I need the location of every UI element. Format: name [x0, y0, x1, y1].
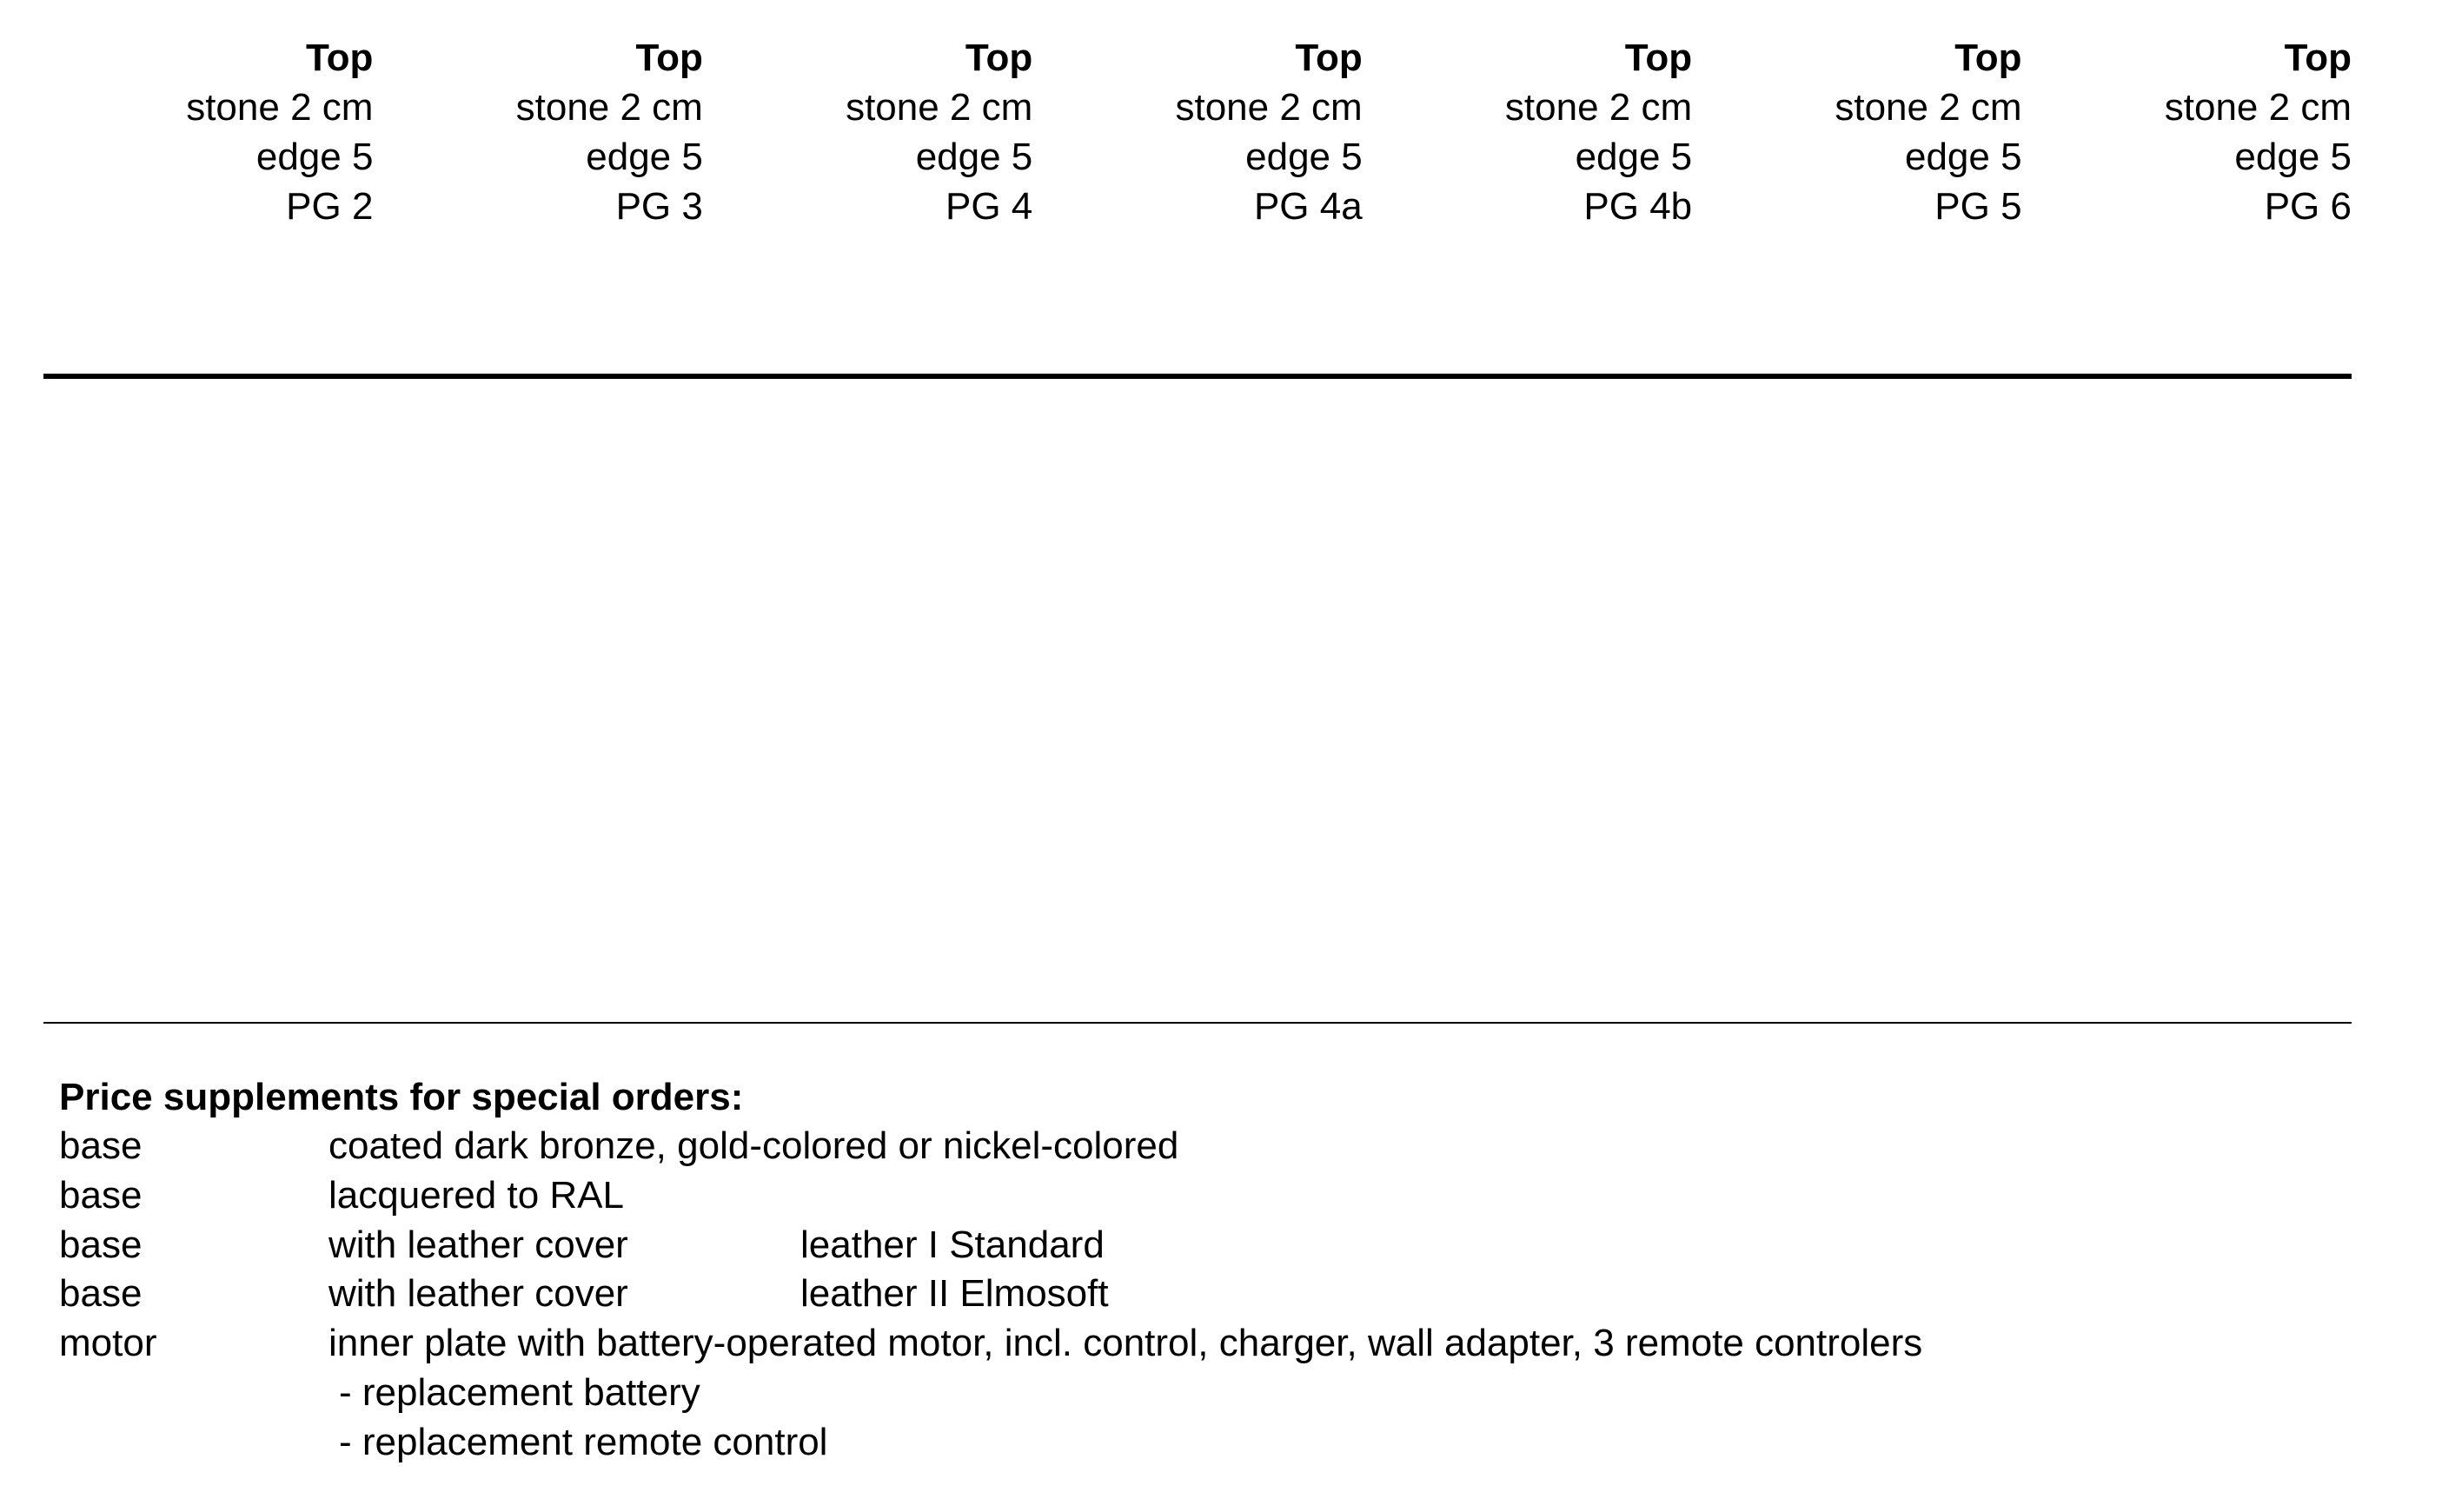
column-price-group: PG 4a — [1253, 185, 1363, 228]
supplement-option: leather II Elmosoft — [800, 1272, 1109, 1316]
section-divider — [43, 1022, 2352, 1024]
column-edge: edge 5 — [915, 136, 1033, 178]
supplement-sub-item: - replacement remote control — [339, 1420, 828, 1463]
column-price-group: PG 2 — [286, 185, 374, 228]
supplement-sub-row — [59, 1369, 2319, 1418]
column-price-group: PG 5 — [1934, 185, 2022, 228]
price-group-header — [43, 33, 2352, 231]
column-pg3 — [373, 33, 702, 231]
supplement-item: motor — [59, 1322, 157, 1365]
header-divider — [43, 374, 2352, 379]
column-price-group: PG 3 — [615, 185, 703, 228]
column-title: Top — [1954, 36, 2022, 79]
column-edge: edge 5 — [255, 136, 374, 178]
supplement-row — [59, 1270, 2319, 1319]
column-price-group: PG 6 — [2264, 185, 2352, 228]
column-edge: edge 5 — [1575, 136, 1693, 178]
supplement-item: base — [59, 1272, 143, 1316]
column-pg5 — [1692, 33, 2021, 231]
supplement-item: base — [59, 1173, 143, 1217]
price-supplements-section — [59, 1073, 2319, 1468]
column-edge: edge 5 — [2234, 136, 2352, 178]
supplement-option: leather I Standard — [800, 1223, 1105, 1266]
column-material: stone 2 cm — [186, 86, 374, 129]
supplement-description: with leather cover — [328, 1223, 628, 1266]
column-material: stone 2 cm — [1504, 86, 1693, 129]
column-material: stone 2 cm — [846, 86, 1033, 129]
column-pg4a — [1032, 33, 1362, 231]
column-pg6 — [2022, 33, 2352, 231]
column-title: Top — [965, 36, 1033, 79]
supplement-row — [59, 1122, 2319, 1171]
supplement-item: base — [59, 1124, 143, 1167]
supplement-description: with leather cover — [328, 1272, 628, 1316]
supplement-description: inner plate with battery-operated motor, incl. control, charger, wall adapter, 3 remote controlers — [328, 1322, 1923, 1365]
column-pg4b — [1363, 33, 1692, 231]
supplement-row — [59, 1221, 2319, 1270]
column-material: stone 2 cm — [1835, 86, 2022, 129]
column-edge: edge 5 — [586, 136, 703, 178]
supplement-description: coated dark bronze, gold-colored or nickel-colored — [328, 1124, 1179, 1167]
column-pg2 — [43, 33, 373, 231]
column-title: Top — [635, 36, 703, 79]
column-price-group: PG 4b — [1583, 185, 1693, 228]
column-material: stone 2 cm — [2164, 86, 2352, 129]
column-material: stone 2 cm — [1175, 86, 1363, 129]
column-title: Top — [1624, 36, 1693, 79]
supplement-row — [59, 1171, 2319, 1221]
supplement-description: lacquered to RAL — [328, 1173, 624, 1217]
column-title: Top — [2284, 36, 2352, 79]
supplement-sub-row — [59, 1418, 2319, 1468]
column-edge: edge 5 — [1904, 136, 2022, 178]
column-title: Top — [1295, 36, 1363, 79]
column-edge: edge 5 — [1245, 136, 1363, 178]
column-title: Top — [306, 36, 374, 79]
column-price-group: PG 4 — [946, 185, 1033, 228]
column-pg4 — [703, 33, 1032, 231]
supplement-row — [59, 1319, 2319, 1369]
column-material: stone 2 cm — [515, 86, 703, 129]
supplement-item: base — [59, 1223, 143, 1266]
supplements-heading: Price supplements for special orders: — [59, 1076, 744, 1118]
supplement-sub-item: - replacement battery — [339, 1370, 700, 1414]
